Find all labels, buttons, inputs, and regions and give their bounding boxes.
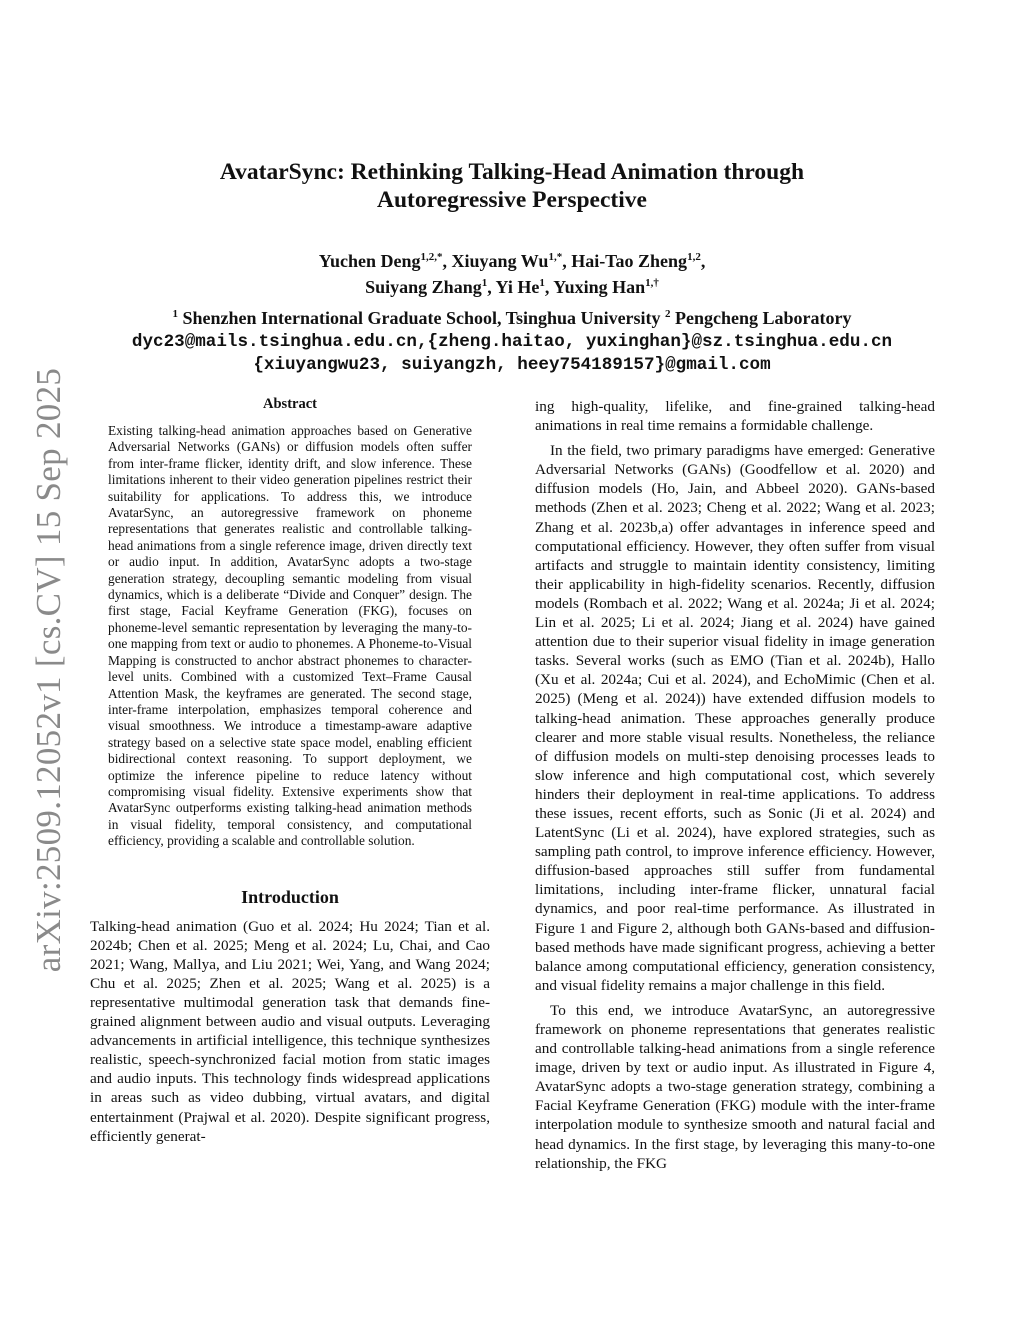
author-marks: 1,2,* <box>420 251 443 263</box>
email-line-1: dyc23@mails.tsinghua.edu.cn,{zheng.haitao, yuxinghan}@sz.tsinghua.edu.cn <box>131 332 893 352</box>
author-marks: 1,2 <box>687 251 701 263</box>
email-line-2: {xiuyangwu23, suiyangzh, heey754189157}@gmail.com <box>253 355 771 375</box>
author-name: Xiuyang Wu <box>451 251 549 271</box>
author-line-1: Yuchen Deng$^{1,2,*}$, Xiuyang $Wu^{1,*}$, Hai-Tao Zheng$^{1,2}$, <box>318 251 706 271</box>
arxiv-identifier: arXiv:2509.12052v1 [cs.CV] 15 Sep 2025 <box>29 367 68 973</box>
affil-mark-1: 1 <box>172 308 178 320</box>
author-marks: 1,† <box>645 277 659 289</box>
author-list <box>150 248 874 300</box>
abstract-text: Existing talking-head animation approaches based on Generative Adversarial Networks (GANs) or diffusion models often suffer from inter-frame flicker, identity drift, and slow inference. These limitations inherent to their video generation pipelines restrict their suitability for applications. To address this, we introduce AvatarSync, an autoregressive framework on phoneme representations that generates realistic and controllable talking-head animations from a single reference image, driven directly text or audio input. In addition, AvatarSync adopts a two-stage generation strategy, decoupling semantic modeling from visual dynamics, which is a deliberate “Divide and Conquer” design. The first stage, Facial Keyframe Generation (FKG), focuses on phoneme-level semantic representation by leveraging the many-to-one mapping from text or audio to phonemes. A Phoneme-to-Visual Mapping is constructed to anchor abstract phonemes to character-level units. Combined with a customized Text–Frame Causal Attention Mask, the keyframes are generated. The second stage, inter-frame interpolation, emphasizes temporal coherence and visual smoothness. We introduce a timestamp-aware adaptive strategy based on a selective state space model, enabling efficient bidirectional context reasoning. To support deployment, we optimize the inference pipeline to reduce latency without compromising visual fidelity. Extensive experiments show that AvatarSync outperforms existing talking-head animation methods in visual fidelity, temporal consistency, and computational efficiency, providing a scalable and controllable solution. <box>108 423 472 849</box>
author-name: Yuchen Deng <box>318 251 421 271</box>
right-column <box>535 397 935 1173</box>
intro-paragraph-1: Talking-head animation (Guo et al. 2024; Hu 2024; Tian et al. 2024b; Chen et al. 2025; Meng et al. 2024; Lu, Chai, and Cao 2021; Wang, Mallya, and Liu 2021; Wei, Yang, and Wang 2024; Chu et al. 2025; Zhen et al. 2025; Wang et al. 2025) is a representative multimodal generation task that demands fine-grained alignment between audio and visual outputs. Leveraging advancements in artificial intelligence, this technique synthesizes realistic, speech-synchronized facial motion from static images and audio inputs. This technology finds widespread applications in areas such as video dubbing, virtual avatars, and digital entertainment (Prajwal et al. 2020). Despite significant progress, efficiently generat- <box>90 917 490 1145</box>
author-name: Yuxing Han <box>553 277 646 297</box>
author-line-2: Suiyang Zhang$^1$, Yi He$^1$, Yuxing Han$^{1,\dagger}$ <box>365 277 659 297</box>
left-column <box>90 396 490 1146</box>
intro-paragraph-3: To this end, we introduce AvatarSync, an autoregressive framework on phoneme representations that generates realistic and controllable talking-head animations from a single reference image, driven by text or audio input. As illustrated in Figure 4, AvatarSync adopts a two-stage generation strategy, combining a Facial Keyframe Generation (FKG) module with the inter-frame interpolation module to synthesize smooth and natural facial and head dynamics. In the first stage, by leveraging this many-to-one relationship, the FKG <box>535 1001 935 1172</box>
arxiv-side-stamp <box>24 367 74 973</box>
affil-institution-2: Pengcheng Laboratory <box>675 308 852 328</box>
author-marks: 1 <box>539 277 545 289</box>
paper-title <box>150 158 874 214</box>
affiliations <box>60 306 964 330</box>
affil-mark-2: 2 <box>665 308 671 320</box>
author-marks: 1 <box>481 277 488 289</box>
author-name: Suiyang Zhang <box>365 277 482 297</box>
author-name: Hai-Tao Zheng <box>571 251 688 271</box>
title-line-2: Autoregressive Perspective <box>377 187 647 213</box>
abstract-heading: Abstract <box>263 396 317 412</box>
affil-institution-1: Shenzhen International Graduate School, Tsinghua University <box>182 308 661 328</box>
author-name: Yi He <box>495 277 540 297</box>
author-emails <box>30 331 994 377</box>
introduction-heading: Introduction <box>241 886 339 907</box>
intro-paragraph-1-continued: ing high-quality, lifelike, and fine-grained talking-head animations in real time remains a formidable challenge. <box>535 398 935 435</box>
title-line-1: AvatarSync: Rethinking Talking-Head Animation through <box>219 159 805 185</box>
author-marks: 1,* <box>548 251 563 263</box>
intro-paragraph-2: In the field, two primary paradigms have emerged: Generative Adversarial Networks (GANs) (Goodfellow et al. 2020) and diffusion models (Ho, Jain, and Abbeel 2020). GANs-based methods (Zhen et al. 2023; Cheng et al. 2022; Wang et al. 2023; Zhang et al. 2023b,a) offer advantages in inference speed and computational efficiency. However, they often suffer from visual artifacts and struggle to maintain identity consistency, limiting their applicability in high-fidelity scenarios. Recently, diffusion models (Rombach et al. 2022; Wang et al. 2024a; Ji et al. 2024; Lin et al. 2025; Li et al. 2024; Jiang et al. 2024) have gained attention due to their superior visual fidelity in image generation tasks. Several works (such as EMO (Tian et al. 2024b), Hallo (Xu et al. 2024a; Cui et al. 2024), and EchoMimic (Chen et al. 2025) (Meng et al. 2024)) have extended diffusion models to talking-head animation. These approaches generally produce clearer and more stable visual results. Nonetheless, the reliance of diffusion models on multi-step denoising processes leads to slow inference and high computational cost, which severely hinders their deployment in real-time applications. To address these issues, recent efforts, such as Sonic (Ji et al. 2024) and LatentSync (Li et al. 2024), have explored strategies, such as sampling path control, to improve inference efficiency. However, diffusion-based approaches still suffer from fundamental limitations, including inter-frame flicker, unnatural facial dynamics, and poor real-time performance. As illustrated in Figure 1 and Figure 2, although both GANs-based and diffusion-based methods have made significant progress, achieving a better balance among computational efficiency, generation consistency, and visual fidelity remains a major challenge in this field. <box>535 442 935 994</box>
